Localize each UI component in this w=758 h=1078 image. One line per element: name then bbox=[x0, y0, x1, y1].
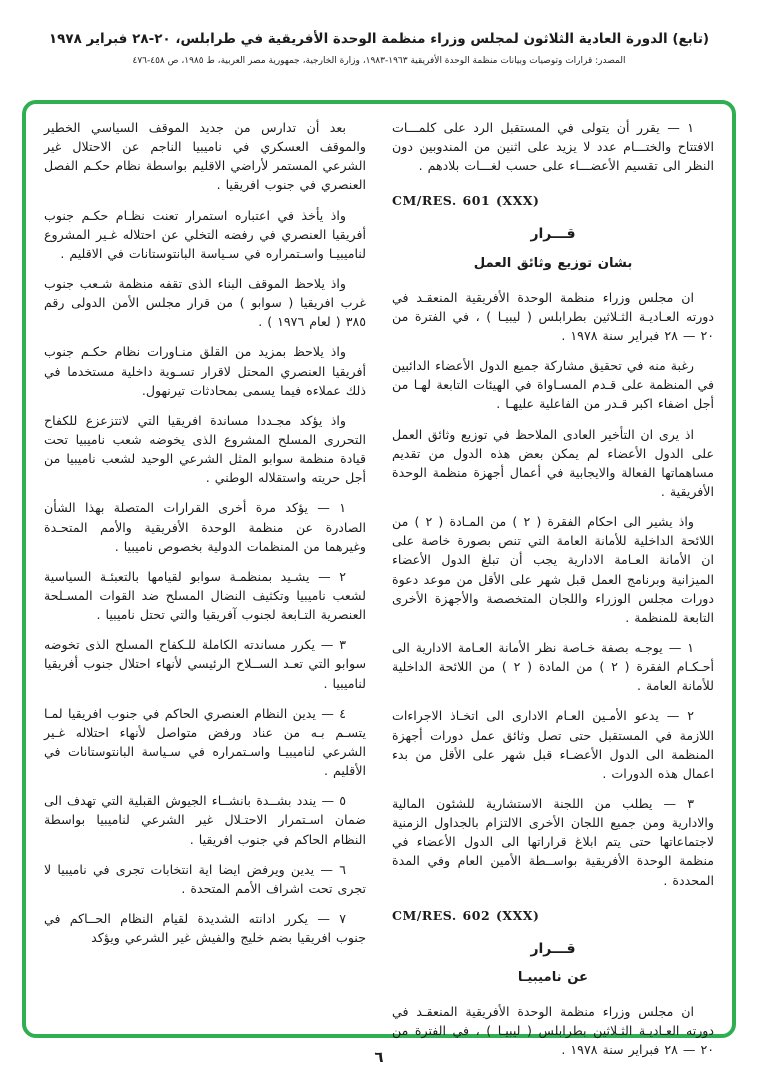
resolution-ref: CM/RES. 602 (XXX) bbox=[392, 907, 540, 923]
paragraph: واذ يؤكد مجـددا مساندة افريقيا التي لاتتزعزع للكفاح التحررى المسلح المشروع الذى يخوضه شعب ناميبيا تحت قيادة منظمة سوابو المثل الشرعي الوحيد لشعب ناميبيا من أجل حريته واستقلاله الوطني . bbox=[44, 412, 366, 486]
page-header bbox=[0, 0, 758, 66]
text-columns bbox=[26, 104, 732, 1058]
paragraph: ان مجلس وزراء منظمة الوحدة الأفريقية المنعقـد في دورته العـاديـة الثـلاثين بطرابلس ( ليبيـا ) ، في الفترة من ٢٠ — ٢٨ فبراير سنة ١٩٧٨ . bbox=[392, 1004, 714, 1058]
paragraph: ٤ — يدين النظام العنصري الحاكم في جنوب افريقيا لمـا يتسـم بـه من عناد ورفض متواصل لأنهاء احتلاله غـير الشرعي لناميبيـا واسـتمراره في سـياسة البانتوستانات في الأقليم . bbox=[44, 705, 366, 779]
section-heading: قـــرار bbox=[530, 226, 576, 243]
paragraph: بعد أن تدارس من جديد الموقف السياسي الخطير والموقف العسكري في ناميبيا الناجم عن الاحتلال غير الشرعي المستمر لأراضي الاقليم بواسطة نظام حكـم الفصل العنصري في جنوب افريقيا . bbox=[44, 120, 366, 193]
paragraph: واذ يشير الى احكام الفقرة ( ٢ ) من المـادة ( ٢ ) من اللائحة الداخلية للأمانة العامة التي تنص بصورة خاصة على ان الأمانة العـامة الادارية يجب أن تبلغ الدول الأعضاء الميزانية وبرنامج العمل قبل شهر على الأقل من موعد دعوة دورات مجلس الوزراء واللجان المتخصصة والأجهزة الأخرى التابعة للمنظمة . bbox=[392, 514, 714, 625]
paragraph: ٣ — يكرر مساندته الكاملة للـكفاح المسلح الذى تخوضه سوابو التي تعـد الســلاح الرئيسي لأنهاء احتلال جنوب أفريقيا لناميبيا . bbox=[44, 637, 366, 691]
paragraph: ٥ — يندد بشــدة بانشــاء الجيوش القبلية التي تهدف الى ضمان اسـتمرار الاحتـلال غير الشرعي لناميبيا بواسطة النظام الحاكم في جنوب افريقيا . bbox=[44, 793, 366, 847]
paragraph: ٦ — يدين ويرفض ايضا اية انتخابات تجرى في ناميبيا لا تجرى تحت اشراف الأمم المتحدة . bbox=[44, 861, 366, 896]
paragraph: ان مجلس وزراء منظمة الوحدة الأفريقية المنعقـد في دورته العـاديـة الثـلاثين بطرابلس ( ليبيـا ) ، في الفترة من ٢٠ — ٢٨ فبراير سنة ١٩٧٨ . bbox=[392, 289, 714, 344]
section-heading: قـــرار bbox=[530, 940, 576, 957]
page-number: ٦ bbox=[374, 1048, 384, 1066]
paragraph: واذ يلاحظ الموقف البناء الذى تقفه منظمة شـعب جنوب غرب افريقيا ( سوابو ) من قرار مجلس الأمن الدولى رقم ٣٨٥ ( لعام ١٩٧٦ ) . bbox=[44, 275, 366, 330]
section-subheading: عن ناميبيـا bbox=[517, 969, 589, 985]
paragraph: ١ — يوجـه بصفة خـاصة نظر الأمانة العـامة الادارية الى أحـكـام الفقرة ( ٢ ) من المادة ( ٢ ) من اللائحة الداخلية للأمانة العامة . bbox=[392, 640, 714, 694]
paragraph: واذ يلاحظ بمزيد من القلق منـاورات نظام حكـم جنوب أفريقيا العنصري المحتل لاقرار تسـوية داخلية مستخدما في ذلك عملاءه فيما يسمى بمحادثات تيرنهول. bbox=[44, 344, 366, 398]
paragraph: ١ — يؤكد مرة أخرى القرارات المتصلة بهذا الشأن الصادرة عن منظمة الوحدة الأفريقية والأمم المتحـدة وغيرهما من المنظمات الدولية بخصوص ناميبيا . bbox=[44, 500, 366, 554]
page-footer bbox=[0, 1047, 758, 1066]
paragraph: ٢ — يشـيد بمنظمـة سوابو لقيامها بالتعبئـة السياسية لشعب ناميبيا وتكثيف النضال المسلح ضد القوات المسـلحة العنصرية التـابعة لجنوب آفريقيا والتي تحتل ناميبيا . bbox=[44, 568, 366, 623]
paragraph: ٢ — يدعو الأمـين العـام الادارى الى اتخـاذ الاجراءات اللازمة في المستقبل حتى تصل وثائق عمل دورات أجهزة المنظمة الى الدول الأعضـاء قبل شهر على الأقل من بدء اعمال هذه الدورات . bbox=[392, 708, 714, 781]
green-border-frame bbox=[22, 100, 736, 1058]
document-source-line: المصدر: قرارات وتوصيات وبيانات منظمة الوحدة الأفريقية ١٩٦٣-١٩٨٣، وزارة الخارجية، جمهورية مصر العربية، ط ١٩٨٥، ص ٤٥٨-٤٧٦ bbox=[132, 55, 626, 66]
paragraph: واذ يأخذ في اعتباره استمرار تعنت نظـام حكـم جنوب أفريقيا العنصري في رفضه التخلي عن احتلاله غـير المشروع لناميبيـا واسـتمراره في سـياسة البانتوستانات في الاقليم . bbox=[44, 207, 366, 261]
paragraph: ٣ — يطلب من اللجنة الاستشارية للشئون المالية والادارية ومن جميع اللجان الأخرى الالتزام بالجداول الزمنية لاجتماعاتها حتى يتم ابلاغ قراراتها الى الدول الأعضاء في منظمة الوحدة الأفريقية بواســطة الأمين العام وفي المدة المحددة . bbox=[392, 795, 714, 888]
paragraph: اذ يرى ان التأخير العادى الملاحظ في توزيع وثائق العمل على الدول الأعضاء لم يمكن بعض هذه الدول من تقديم مساهماتها الفعالة والايجابية في أعمال أجهزة منظمة الوحدة الأفريقية . bbox=[392, 426, 714, 500]
paragraph: رغبة منه في تحقيق مشاركة جميع الدول الأعضاء الدائبين في المنظمة على قـدم المسـاواة في الهيئات التابعة لهـا من أجل اضفاء اكبر قـدر من الفاعلية عليهـا . bbox=[392, 358, 714, 412]
document-title: (تابع) الدورة العادية الثلاثون لمجلس وزراء منظمة الوحدة الأفريقية في طرابلس، ٢٠-٢٨ فبراير ١٩٧٨ bbox=[48, 31, 710, 47]
section-subheading: بشان توزيع وثائق العمل bbox=[473, 255, 633, 271]
column-right bbox=[392, 118, 714, 1058]
paragraph: ٧ — يكرر ادانته الشديدة لقيام النظام الحــاكم في جنوب افريقيا بضم خليج والفيش غير الشرعي ويؤكد bbox=[44, 910, 366, 946]
resolution-ref: CM/RES. 601 (XXX) bbox=[392, 193, 540, 209]
paragraph: ١ — يقرر أن يتولى في المستقبل الرد على كلمـــات الافتتاح والختـــام عدد لا يزيد على اثنين من المندوبين دون النظر الى تقسيم الأعضـــاء على حسب لغـــات بلادهم . bbox=[392, 120, 714, 174]
column-left bbox=[44, 118, 366, 1024]
